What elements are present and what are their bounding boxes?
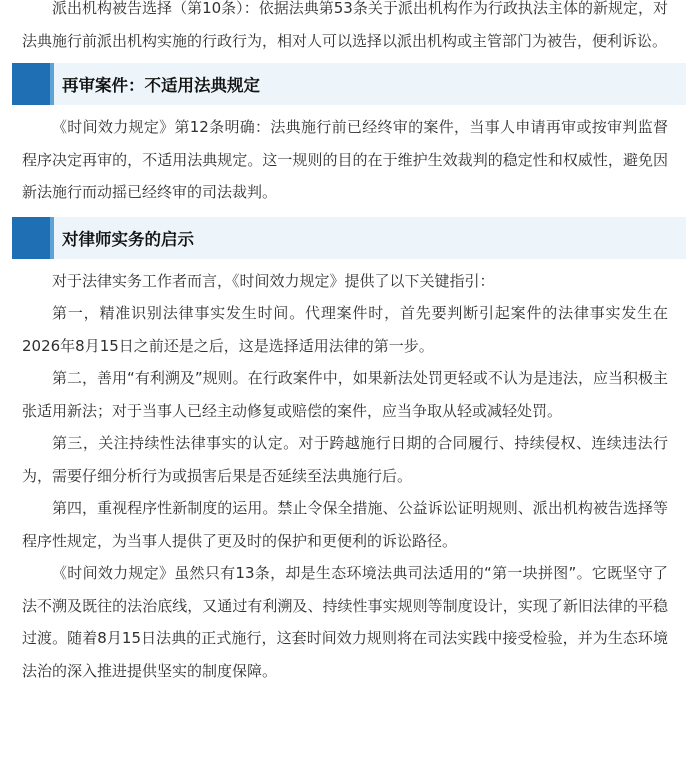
- section-title: 对律师实务的启示: [62, 229, 194, 249]
- guidance-point-4: 第四，重视程序性新制度的运用。禁止令保全措施、公益诉讼证明规则、派出机构被告选择等程序性规定，为当事人提供了更及时的保护和更便利的诉讼路径。: [22, 499, 668, 550]
- guidance-point-1: 第一，精准识别法律事实发生时间。代理案件时，首先要判断引起案件的法律事实发生在2026年8月15日之前还是之后，这是选择适用法律的第一步。: [22, 304, 668, 355]
- retrial-paragraph: 《时间效力规定》第12条明确：法典施行前已经终审的案件，当事人申请再审或按审判监督程序决定再审的，不适用法典规定。这一规则的目的在于维护生效裁判的稳定性和权威性，避免因新法施行而动摇已经终审的司法裁判。: [22, 118, 668, 201]
- section-header-retrial: [12, 63, 686, 105]
- section-title: 再审案件：不适用法典规定: [62, 76, 260, 95]
- guidance-intro-paragraph: 对于法律实务工作者而言，《时间效力规定》提供了以下关键指引：: [52, 271, 495, 290]
- section-header-lawyer-practice: [12, 217, 686, 259]
- guidance-point-2: 第二，善用“有利溯及”规则。在行政案件中，如果新法处罚更轻或不认为是违法，应当积极主张适用新法；对于当事人已经主动修复或赔偿的案件，应当争取从轻或减轻处罚。: [22, 369, 668, 420]
- section-marker-icon: [12, 63, 50, 105]
- guidance-point-3: 第三，关注持续性法律事实的认定。对于跨越施行日期的合同履行、持续侵权、连续违法行为，需要仔细分析行为或损害后果是否延续至法典施行后。: [22, 434, 668, 485]
- intro-paragraph: 派出机构被告选择（第10条）：依据法典第53条关于派出机构作为行政执法主体的新规定，对法典施行前派出机构实施的行政行为，相对人可以选择以派出机构或主管部门为被告，便利诉讼。: [22, 0, 668, 50]
- conclusion-paragraph: 《时间效力规定》虽然只有13条，却是生态环境法典司法适用的“第一块拼图”。它既坚守了法不溯及既往的法治底线，又通过有利溯及、持续性事实规则等制度设计，实现了新旧法律的平稳过渡。随着8月15日法典的正式施行，这套时间效力规则将在司法实践中接受检验，并为生态环境法治的深入推进提供坚实的制度保障。: [22, 564, 668, 680]
- section-marker-icon: [12, 217, 50, 259]
